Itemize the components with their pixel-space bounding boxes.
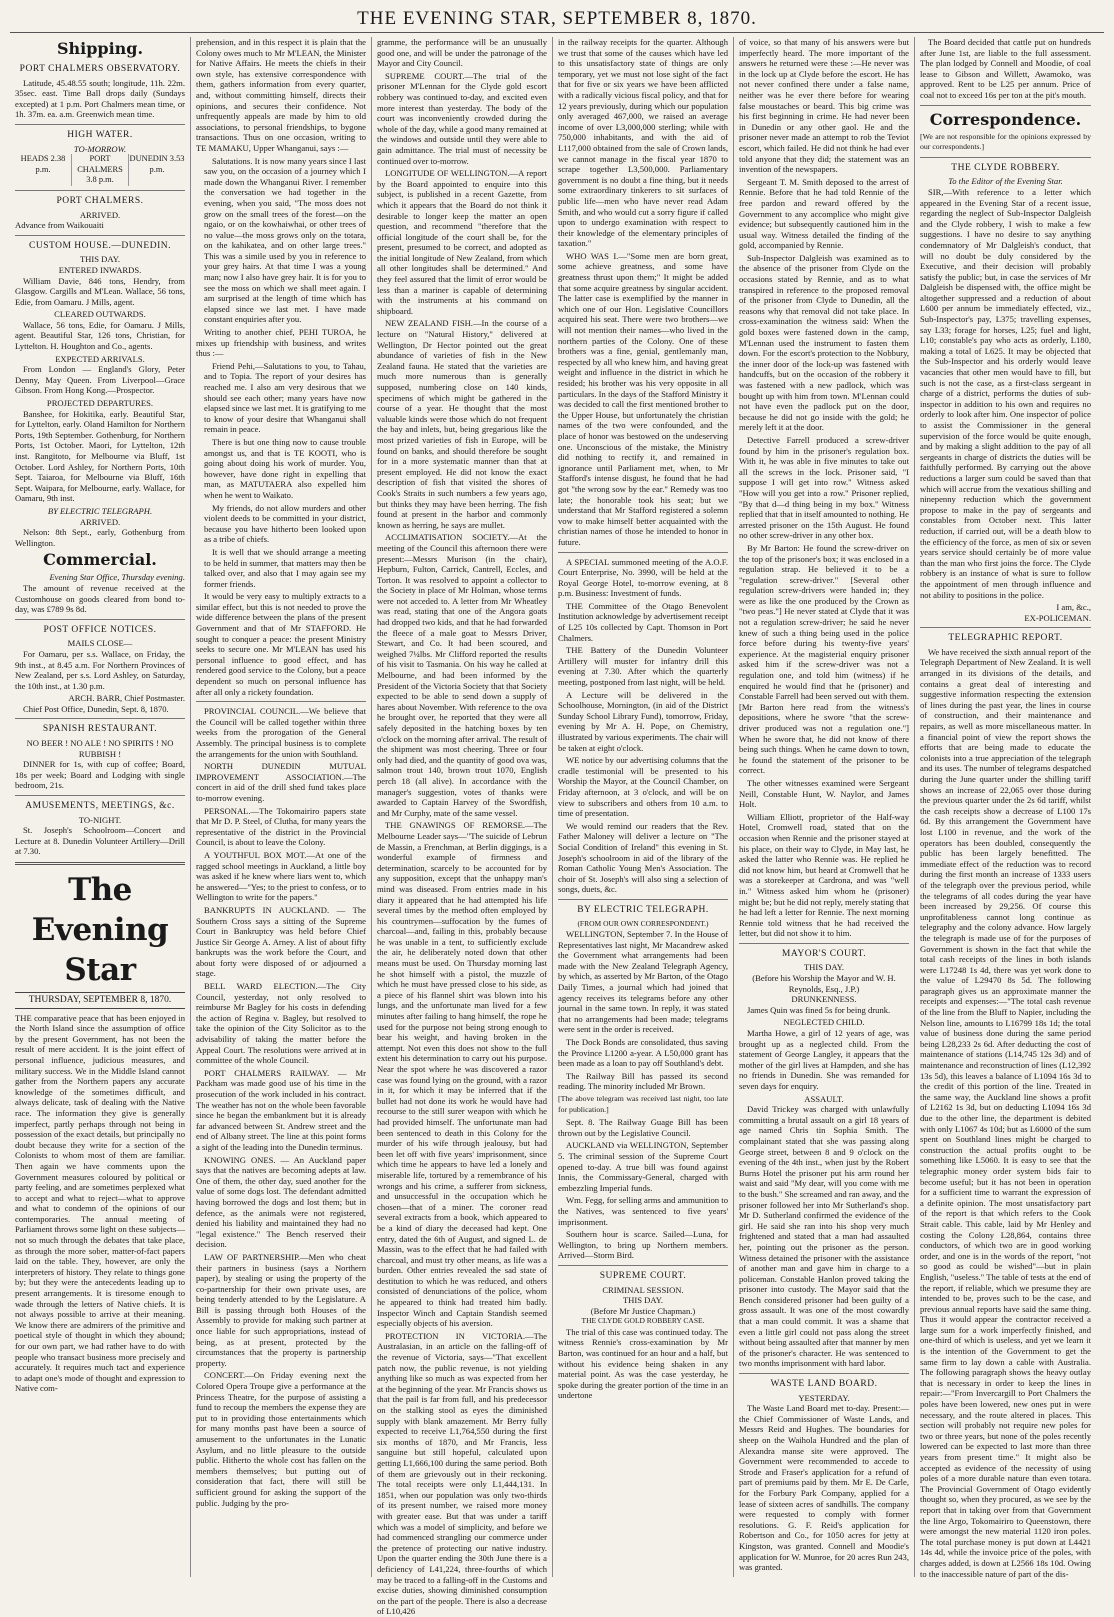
col5-text5: By Mr Barton: He found the screw-driver on the top of the prisoner's box; it was enclosed in a regulation strap. He believed it to be a "regulation screw-driver." [Several other regulation screw-drivers were handed in; they were as like the one produced by the Crown as "two peas."] He never stated at Clyde that it was not a regulation screw-driver; he said he never knew of such a thing being used in the police force before during his twenty-five years' experience. At the magisterial enquiry prisoner asked him if the screw-driver was not a regulation one, and told him (witness) if he enquired he would find that he (prisoner) and Constable Farrell had been served out with them. [Mr Barton here read from the witness's depositions, where he swore "that the screw-driver produced was not a regulation one."] When he swore that, he did not know of there being such things. When he came down to town, he found the statement of the prisoner to be correct. [739, 542, 909, 776]
observatory-heading: PORT CHALMERS OBSERVATORY. [19, 64, 181, 74]
col2-text2: Salutations. It is now many years since I last saw you, on the occasion of a journey which I made down the Whanganui River. I remember the conversation we had together in the evening, when you said, "The moss does not grow on the small trees of the forest—on the ngaio, or on the kowhaiwhai, or other trees of no value—the moss grows only on the totara, on the kahikatea, and on other large trees." This was a simile used by you in reference to your grey hairs. At that time I was a young man; now I also have grey hair. It is for you to see the moss on which we shall meet again. I am surprised at the length of time which has elapsed since we last met. I have made constant enquiries after you. [204, 155, 366, 325]
col4-text17: The trial of this case was continued today. The witness Rennie's cross-examination by Mr Barton, was continued for an hour and a half, but without his evidence being shaken in any material point. As was the case yesterday, he spoke during the greater portion of the time in an undertone [558, 1326, 728, 1401]
tide-dunedin: DUNEDIN 3.53 p.m. [128, 154, 185, 186]
mayors-heading: MAYOR'S COURT. [781, 948, 867, 959]
col4-text6: A Lecture will be delivered in the Schoolhouse, Mornington, (in aid of the District Sunday School Library Fund), tomorrow, Friday, evening by Mr A. H. Pope, on Chemistry, illustrated by various experiments. The chair will be taken at eight o'clock. [558, 689, 728, 753]
leader-text: THE comparative peace that has been enjoyed in the North Island since the assumption of office by the present Government, has not been the result of mere accident. It is the joint effect of personal influence, judicious measures, and military success. We in the Middle Island cannot gather from the Northern papers any accurate knowledge of the sometimes difficult, and always delicate, task of dealing with the Native race. The information they give is generally imperfect, partly perhaps through not being in possession of the exact details, but principally no doubt because they write for a section of the Colonists to whom most of them are familiar. Then again we have comments upon the Government measures coloured by political or party feeling, and are sometimes perplexed what to accept and what to reject—what to approve and what to condemn of the opinions of our contemporaries. The annual meeting of Parliament throws some light on these subjects—not so much through the debates that take place, as through the more sober, matter-of-fact papers laid on the table. They, however, are only the interpreters of history. They relate to things gone by; but they were the antecedents leading up to present arrangements. It is tiresome enough to wade through the letters of Native chiefs. It is not always possible to arrive at their meaning. We know there are admirers of the primitive and poetical style of thought in which they abound; for our own part, we had rather have to do with people who transact business more precisely and accurately. It requires much tact and experience to adapt one's mode of thought and expression to Native com- [15, 1012, 185, 1394]
col4-text4: THE Committee of the Otago Benevolent Institution acknowledge by advertisement receipt of L25 10s collected by Capt. Thomson in Port Chalmers. [558, 600, 728, 643]
col4-text9: WELLINGTON, September 7. In the House of Representatives last night, Mr Macandrew asked the Government what arrangements had been made with the New Zealand Telegraph Agency, by which, as asserted by Mr Barton, of the Otago Daily Times, a journal which had joined that agency receives its telegrams before any other journal in the same town. In reply, it was stated that no arrangements had been made; telegrams were sent in the order is received. [558, 929, 728, 1035]
supreme-heading: SUPREME COURT. [599, 1270, 687, 1281]
column-6 [915, 37, 1096, 1577]
commercial-text: The amount of revenue received at the Customhouse on goods cleared from bond to-day, was £789 9s 8d. [15, 582, 185, 615]
col2-text13: BANKRUPTS IN AUCKLAND. — The Southern Cross says a sitting of the Supreme Court in Bankruptcy was held before Chief Justice Sir George A. Arney. A list of about fifty bankrupts was the work before the Court, and about forty were disposed of or adjourned a stage. [196, 904, 366, 979]
col4-text12: [The above telegram was received last night, too late for publication.] [558, 1094, 728, 1114]
column-5 [734, 37, 915, 1577]
arrived-text: Advance from Waikouaiti [15, 220, 104, 231]
supreme-sub: CRIMINAL SESSION. [602, 1284, 684, 1295]
col2-text12: A YOUTHFUL BOX MOT.—At one of the ragged school meetings in Auckland, a little boy was asked if he knew where liars went to, which he answered—"Yes; to the priest to confess, or to Wellington to write for the papers." [196, 849, 366, 903]
col2-text1: prehension, and in this respect it is plain that the Colony owes much to Mr M'LEAN, the Minister for Native Affairs. He meets the chiefs in their own style, has extensive correspondence with them, gathers information from every quarter, and, without committing himself, directs their opinions, and secures their confidence. Not unfrequently appeals are made by him to old associations, to personal friendships, to bygone transactions. Thus on one occasion, writing to TE MAMAKU, Upper Whanganui, says :— [196, 37, 366, 153]
col2-text15: PORT CHALMERS RAILWAY. — Mr Packham was made good use of his time in the prosecution of the work included in his contract. The weather has not on the whole been favorable since he began the embankment but it is already far advanced between St. Andrew street and the end of Albany street. The line at this point forms a sight of the leading into the Dunedin terminus. [196, 1067, 366, 1152]
col4-text13: Sept. 8. The Railway Guage Bill has been thrown out by the Legislative Council. [558, 1117, 728, 1138]
drunk-text: James Quin was fined 5s for being drunk. [747, 1004, 891, 1015]
col5-text3: Sub-Inspector Dalgleish was examined as to the absence of the prisoner from Clyde on the occasions stated by Rennie, and as to what transpired in reference to the proposed removal of the prisoner from Clyde to Dunedin, all the reasons why that removal did not take place. In cross-examination the witness said: When the gold boxes were fastened down in the camp, M'Lennan used the instrument to fasten them down. For the escort's protection to the Nobbury, the inner door of the lock-up was fastened with handcuffs, but on the occasion of the robbery it was fastened with a new padlock, which was bought up with him from town. M'Lennan could not have even the padlock put on the door, because he did not go inside with the gold; he merely left it at the door. [739, 252, 909, 433]
drunk-label: DRUNKENNESS. [791, 994, 857, 1005]
high-water-sub: TO-MORROW. [73, 143, 127, 154]
spanish-text: DINNER for 1s, with cup of coffee; Board, 18s per week; Board and Lodging with single bedroom, 21s. [15, 759, 185, 791]
cleared-text: Wallace, 56 tons, Edie, for Oamaru. J Mills, agent. Beautiful Star, 126 tons, Christian, for Lyttelton. H. Houghton and Co., agents. [15, 319, 185, 352]
col2-text18: CONCERT.—On Friday evening next the Colored Opera Troupe give a performance at the Princess Theatre, for the purpose of assisting a fund to recoup the members the expense they are put to in providing those entertainments which for many months past have been a source of amusement to the unfortunates in the Lunatic Asylum, and no little pleasure to the outside public. Hitherto the whole cost has fallen on the members themselves; but putting out of consideration that fact, there will still be sufficient ground for asking the support of the public. Judging by the pro- [196, 1370, 366, 1508]
commercial-heading: Commercial. [43, 550, 157, 570]
commercial-office: Evening Star Office, Thursday evening. [49, 572, 185, 583]
amusements-sub: TO-NIGHT. [78, 814, 122, 825]
observatory-text: Latitude, 45.48.55 south; longitude, 11h. 22m. 35sec. east. Time Ball drops daily (Sundays excepted) at 1 p.m. Port Chalmers mean time, or 1h. 37m. ea. a.m. Greenwich mean time. [15, 77, 185, 120]
clyde-to: To the Editor of the Evening Star. [948, 176, 1063, 187]
col4-text5: THE Battery of the Dunedin Volunteer Artillery will muster for infantry drill this evening at 7.30. After which the quarterly meeting, postponed from last night, will be held. [558, 645, 728, 688]
clyde-heading: THE CLYDE ROBBERY. [951, 162, 1060, 173]
col2-text10: NORTH DUNEDIN MUTUAL IMPROVEMENT ASSOCIATION.—The concert in aid of the drill shed fund takes place to-morrow evening. [196, 761, 366, 803]
telegraph-arrived: ARRIVED. [79, 516, 121, 527]
this-day-label: THIS DAY. [79, 254, 121, 265]
col4-text16: Southern hour is scarce. Sailed—Luna, for Wellington, to bring up Northern members. Arrived—Storm Bird. [558, 1229, 728, 1261]
col2-text7: It is well that we should arrange a meeting to be held in summer, that matters may then be talked over, and also that I may again see my former friends. [204, 546, 366, 589]
expected-label: EXPECTED ARRIVALS. [55, 353, 145, 364]
arrived-label: ARRIVED. [79, 209, 121, 220]
col2-text5: There is but one thing now to cause trouble amongst us, and that is TE KOOTI, who is going about doing his work of murder. You, however, have done right in expelling that man, as MATUTAERA also expelled him when he went to Waikato. [204, 436, 366, 500]
columns [10, 37, 1104, 1617]
col3-text1: gramme, the performance will be an unusually good one, and will be under the patronage of the Mayor and City Council. [377, 37, 547, 69]
col4-text10: The Dock Bonds are consolidated, thus saving the Province L1200 a-year. A L50,000 grant has been made as a loan to pay off Southland's debt. [558, 1037, 728, 1069]
col4-text11: The Railway Bill has passed its second reading. The minority included Mr Brown. [558, 1070, 728, 1092]
col5-text1: of voice, so that many of his answers were but imperfectly heard. The more important of the answers he returned were these :—He never was in the lock up at Clyde before the escort. He has not never confined there under a false name, neither was he ever there before for wearing false moustaches or beard. This big crime was his first beginning in crime. He had never been in Dunedin or any other gaol. He and the prisoner never made an attempt to rob the Teviot escort, which failed. He did not think he had ever told anyone that they did; the statement was an invention of the newspapers. [739, 37, 909, 175]
projected-text: Banshee, for Hokitika, early. Beautiful Star, for Lyttelton, early. Oland Hamilton for Northern Ports, 19th September. Gothenburg, for Northern Ports, 1st October. Maori, for Lyttelton, 12th inst. Rangitoto, for Melbourne via Bluff, 1st October. Lord Ashley, for Northern Ports, 10th Sept. Taiaroa, for Melbourne via Bluff, 16th Sept. Waipara, for Melbourne, early. Wallace, for Oamaru, 9th inst. [15, 408, 185, 504]
post-sub: MAILS CLOSE— [67, 638, 133, 649]
correspondence-heading: Correspondence. [929, 109, 1082, 129]
post-sign: ARCH. BARR, Chief Postmaster. [68, 693, 185, 704]
col2-text3: Writing to another chief, PEHI TUROA, he mixes up friendship with business, and writes thus :— [196, 327, 366, 359]
col2-text6: My friends, do not allow murders and other violent deeds to be committed in your district, because you have hitherto been looked upon as a tribe of chiefs. [204, 502, 366, 545]
supreme-before: (Before Mr Justice Chapman.) [590, 1305, 696, 1316]
custom-heading: CUSTOM HOUSE.—DUNEDIN. [29, 240, 171, 251]
col2-text17: LAW OF PARTNERSHIP.—Men who cheat their partners in business (says a Northern paper), by stealing or using the property of the co-partnership for their own private uses, are being tenderly attended to by the Legislature. A Bill is passing through both Houses of the Assembly to provide for making such partner at once liable for such appropriations, instead of being, as at present, protected by the circumstances that the property is partnership property. [196, 1251, 366, 1368]
col3-text2: SUPREME COURT.—The trial of the prisoner M'Lennan for the Clyde gold escort robbery was continued to-day, and excited even more interest than yesterday. The body of the court was inconveniently crowded during the whole of the day, while a good many remained at the windows and outside until they were able to gain admittance. The trial must of necessity be continued over to-morrow. [377, 70, 547, 166]
column-2 [191, 37, 372, 1577]
telegraph-sub: (FROM OUR OWN CORRESPONDENT.) [577, 918, 709, 928]
column-3 [372, 37, 553, 1617]
clyde-sign1: I am, &c., [1056, 602, 1091, 613]
col4-text15: Wm. Fegg, for selling arms and ammunition to the Natives, was sentenced to five years' imprisonment. [558, 1195, 728, 1227]
col5-text6: The other witnesses examined were Sergeant Neill, Constable Hunt, W. Naylor, and James Holt. [739, 777, 909, 810]
col4-text7: WE notice by our advertising columns that the cradle testimonial will be presented to his Worship the Mayor, at the Council Chamber, on Friday afternoon, at 3 o'clock, and will be on view to subscribers and others from 10 a.m. to time of presentation. [558, 755, 728, 819]
cleared-label: CLEARED OUTWARDS. [54, 309, 146, 320]
col2-text8: It would be very easy to multiply extracts to a similar effect, but this is not needed to prove the wide difference between the plans of the present Government and that of Mr STAFFORD. He sought to conquer a peace: the present Ministry seeks to secure one. Mr M'LEAN has used his personal influence to good effect, and has rendered good service to the Colony, but a peace dependent so much on personal influence has after all only a rickety foundation. [196, 591, 366, 697]
mayors-day: THIS DAY. [803, 962, 845, 973]
col2-text9: PROVINCIAL COUNCIL.—We believe that the Council will be called together within three weeks from the prorogation of the General Assembly. The principal business is to complete the arrangements for the union with Southland. [196, 706, 366, 759]
entered-label: ENTERED INWARDS. [58, 264, 142, 275]
telegraphic-text: We have received the sixth annual report of the Telegraph Department of New Zealand. It is well arranged in its divisions of the details, and contains a great deal of interesting and suggestive information respecting the extension of lines during the past year, the lines in course of construction, and their maintenance and repairs, as well as more miscellaneous matter. In a financial point of view the report shows the efforts that are being made to educate the colonists into a true appreciation of the telegraph and its uses. The number of telegrams despatched during the June quarter under the shilling tariff shows an increase of 22,065 over those during the previous quarter under the 2s 6d tariff, whilst the cash receipts show a decrease of L100 17s 6d. By this arrangement the Government have lost L100 in revenue, and the work of the operators has been doubled, consequently the public has been largely benefitted. The immediate effect of the reduction was to record during the first month an increase of 1333 users of the telegraph over the previous period, while the telegrams of all codes during the year have been increased by 29,256. Of course this unprofitableness cannot long continue as telegraphy and the colony advance. How largely the telegraph is made use of for the purposes of Government is shown in the fact that while the total cash receipts of the lines in both islands were L17248 1s 4d, there was yet work done to the value of L29470 8s 5d. The following paragraph gives us an approximate manner the receipts and expenses:—"The total cash revenue of the line from the Bluff to Napier, including the Nelson line, amounts to L16799 18s 1d; the total value of business done during the same period being L28,233 2s 6d. After deducting the cost of maintenance of stations (L14,745 12s 3d) and of maintenance and reconstruction of lines (L12,392 13s 5d), this leaves a balance of L1094 16s 3d to the credit of this portion of the line. Treated in the same way, the Auckland line shows a profit of L2162 1s 3d, but on deducting L1094 16s 3d due to the other line, the department is debited with only L1067 4s 10d; but as L6000 of the sum spent on Southland lines might be charged to construction the actual profits ought to be something like L5060. It is easy to see that the telegraphic money order system bids fair to become useful; but it has not been in operation for a sufficient time to warrant the expression of a definite opinion. The most unsatisfactory part of the report is that which refers to the Cook Strait cable. This cable, laid by Mr Henley and costing the Colony L28,864, contains three conductors, of which two are in good working order, and one is in the words of the report, "not so good as could be wished"—but in plain English, "useless." The table of tests at the end of the report, if reliable, which we presume they are intended to be, proves such to be the case, and previous annual reports have said the same thing. Thus it would appear the contractor received a large sum for a work imperfectly finished, and one-third of which is useless, and yet we learn it is the intention of the Government to get the same firm to lay down a cable with Australia. The following paragraph shows the heavy outlay that is necessary in order to keep the lines in repair:—"From Invercargill to Port Chalmers the poles have been lowered, new ones put in were necessary, and the route altered in places. This section will probably not require new poles for two or three years, but none of the poles recently lowered can be expected to last more than three years from present time." It might also be accepted as evidence of the necessity of using poles of a more durable nature than even totara. The Provincial Government of Otago evidently thought so, when they procured, as we see by the report that in taking over from that Government the line Argo, Tokomairiro to Queenstown, there were amongst the new material 1120 iron poles. The total purchase money is put down at L4421 14s 4d, while the invoice price of the poles, with charges added, is down at L2566 18s 10d. Owing to the inaccessible nature of part of the dis- [920, 646, 1091, 1579]
col4-text1: in the railway receipts for the quarter. Although we trust that some of the causes which have led to this unsatisfactory state of things are only temporary, yet we must not lose sight of the fact that for five or six years we have been afflicted with a radically vicious fiscal policy, and that for 12 years previously, during which our population only averaged 467,000, we raised an average income of over L3,000,000 sterling; while with 750,000 inhabitants, and with the aid of L117,000 obtained from the sale of Crown lands, we cannot manage in the fiscal year 1870 to scrape together L3,500,000. Parliamentary government is no doubt a fine thing, but it needs some extraordinary tinkerers to sit surfaces of public life—men who have never read Adam Smith, and who would cut a sorry figure if called upon to undergo examination with respect to their knowledge of the elementary principles of taxation." [558, 37, 728, 249]
col3-text7: PROTECTION IN VICTORIA.—The Australasian, in an article on the falling-off of the revenue of Victoria, says—"That excellent patch now, the public revenue, is not yielding anything like so much as was expected from her at the beginning of the year. Mr Francis shows us that the pail is far from full, and his predecessor on the stalking stool as eyes the diminished supply with blank amazement. Mr Berry fully expected to receive L1,764,550 during the first six months of 1870, and Mr Francis, less sanguine but still hopeful, calculated upon getting L1,666,100 during the same period. Both of them are grievously out in their reckoning. The total receipts were only L1,444,131. In 1851, when our population was only two-thirds of its present number, we raised more money with greater ease. But that was under a tariff which was a model of simplicity, and before we had commenced strangling our commerce under the pretence of protecting our native industry. Upon the quarter ending the 30th June there is a deficiency of L41,224, three-fourths of which may be traced to a falling-off in the Customs and excise duties, showing diminished consumption on the part of the people. There is also a decrease of L10,426 [377, 1330, 547, 1617]
assault-text: David Trickey was charged with unlawfully committing a brutal assault on a girl 18 years of age named Chris tin Sophia Smith. The complainant stated that she was passing along George street, between 8 and 9 o'clock on the evening of the 4th inst., when just by the Robert Burns Hotel the prisoner put his arm round her waist and said "My dear, will you come with me to the bush." She screamed and ran away, and the prisoner followed her into Mr Sutherland's shop. Mr D. Sutherland confirmed the evidence of the girl. He said she ran into his shop very much frightened and stated that a man had assaulted her, pointing out the prisoner as the person. Witness detained the prisoner with the assistance of another man and gave him in charge to a policeman. Constable Hanlon proved taking the prisoner into custody. The Mayor said that the Bench considered prisoner had been guilty of a gross assault. It was one of the most cowardly that a man could commit. It was a shame that even a little girl could not pass along the street without being assaulted after that manner by men of the prisoner's character. He was sentenced to two months imprisonment with hard labor. [739, 1104, 909, 1369]
col6-text1: The Board decided that cattle put on hundreds after June 1st, are liable to the full assessment. The plan lodged by Connell and Moodie, of coal lease to Gibson and Willett, Awamoko, was approved. Rent to be L25 per annum. Price of coal not to exceed 16s per ton at the pit's mouth. [920, 37, 1091, 100]
waste-day: YESTERDAY. [798, 1392, 850, 1403]
neglect-label: NEGLECTED CHILD. [783, 1017, 865, 1028]
col2-text14: BELL WARD ELECTION.—The City Council, yesterday, not only resolved to reimburse Mr Bagley for his costs in defending the action of Regina v. Bagley, but resolved to take the opinion of the City Solicitor as to the advisability of taking the matter before the Appeal Court. The resolutions were arrived at in committee of the whole Council. [196, 981, 366, 1066]
spanish-heading: SPANISH RESTAURANT. [42, 724, 158, 735]
column-4 [553, 37, 734, 1577]
col2-text16: KNOWING ONES. — An Auckland paper says that the natives are becoming adepts at law. One of them, the other day, sued another for the value of some dogs lost. The defendant admitted having borrowed the dogs and lost them; but in defence, as the animals were not registered, denied his liability and maintained they had no "legal existence." The Bench reserved their decision. [196, 1154, 366, 1250]
col3-text6: THE GNAWINGS OF REMORSE.—The Melbourne Leader says—"The suicide of Lebrun de Massin, a Frenchman, at Berlin diggings, is a wonderful example of firmness and determination, scarcely to be accounted for by any supposition, except that the unhappy man's mind was diseased. From entries made in his diary it appeared that he had attempted his life several times by the method often employed by his countrymen—suffocation by the fumes of charcoal—and, failing in this, probably because he was unable in a tent, to sufficiently exclude the air, he deliberately noted down that other means must be used. On Thursday morning last he shot himself with a pistol, the muzzle of which he must have pressed close to his side, as a piece of his flannel shirt was blown into his lungs, and the unfortunate man lived for a few minutes after failing to hang himself, the rope he used for the purpose not being strong enough to bear his weight, and having broken in the attempt. Not even this does not show to the full extent his determination to carry out his purpose. Near the spot where he was discovered a razor case was found lying on the ground, with a razor in it, for which it may be inferred that if the bullet had not done its work he would have had recourse to the still surer weapon with which he had provided himself. The unfortunate man had been sentenced to death in this Colony for the murder of his wife through jealousy, but had been let off with five years' imprisonment, since which time he appears to have led a lonely and miserable life, tortured by a remembrance of his wrongs and his crime, a sufferer from sickness, and unsuccessful in the occupation which he chosen—that of a miner. The coroner read several extracts from a book, which appeared to be a kind of diary the deceased had kept. One entry, dated the 6th of August, and signed L. de Massin, was to the effect that he had failed with charcoal, and must try other means, as life was a burden. Other entries revealed the sad state of destitution to which he was reduced, and others consisted of denunciations of the police, whom he appeared to think had treated him badly. Inspector Winch and Captain Standish seemed especially objects of his aversion. [377, 820, 547, 1329]
tide-heads: HEADS 2.38 p.m. [20, 154, 66, 174]
tide-port: PORT CHALMERS 3.8 p.m. [71, 154, 128, 186]
telegraphic-heading: TELEGRAPHIC REPORT. [948, 633, 1063, 644]
amusements-text: St. Joseph's Schoolroom—Concert and Lecture at 8. Dunedin Volunteer Artillery—Drill at 7.30. [15, 825, 185, 857]
assault-label: ASSAULT. [804, 1093, 844, 1104]
tide-table [15, 154, 185, 186]
dateline: THURSDAY, SEPTEMBER 8, 1870. [15, 992, 185, 1009]
col3-text5: ACCLIMATISATION SOCIETY.—At the meeting of the Council this afternoon there were present:—Messrs Murison (in the chair), Hepburn, Fulton, Carrick, Cantrell, Eccles, and Torton. It was resolved to appoint a collector to the Society in place of Mr Holman, whose terms were not acceded to. A letter from Mr Wheatley was read, stating that one of the Angora goats had dropped two kids, and that he had forwarded the fleece of a male goat to Messrs Driver, Stewart, and Co. It had been scoured, and weighed 7¼lbs. Mr Clifford reported the results of his visit to Tasmania. On his way he called at Melbourne, and had been informed by the President of the Victoria Society that that Society expected to be able to send down a supply of hares about November. With reference to the ova he brought over, he reported that they were all safely deposited in the hatching boxes by ten o'clock on the morning after arrival. The result of the shipment was most cheering. Three or four only had died, and the quantity of good ova was, salmon trout 140, brown trout 1070, English perch 18 (all alive). In accordance with the manager's suggestion, votes of thanks were awarded to Captain Harvey of the Swordfish, and Mr Curphy, mate of the same vessel. [377, 532, 547, 818]
amusements-heading: AMUSEMENTS, MEETINGS, &c. [25, 801, 175, 812]
col2-text4: Friend Pehi,—Salutations to you, to Tahau, and to Topia. The report of your desires has reached me. I also am very desirous that we should see each other; many years have now elapsed since we last met. It is gratifying to me to know of your desire that Whanganui shall remain in peace. [204, 360, 366, 435]
col4-text3: A SPECIAL summoned meeting of the A.O.F. Court Enterprise, No. 3990, will be held at the Royal George Hotel, to-morrow evening, at 8 p.m. Business: Investment of funds. [558, 556, 728, 599]
telegraph-text: Nelson: 8th Sept., early, Gothenburg from Wellington. [15, 527, 185, 548]
col3-text4: NEW ZEALAND FISH.—In the course of a lecture on "Natural History," delivered at Wellington, Dr Hector pointed out the great abundance of varieties of fish in the New Zealand fauna. He stated that the varieties are much more numerous than is generally supposed, numbering close on 140 kinds, specimens of which might be gathered in the course of a year. He thought that the most valuable kinds were those which do not frequent the bay and inlets, but, being gregarious like the most prized varieties of fish in Europe, will be found on banks, and should therefore be sought for in a more systematic manner than that at present employed. He did not know the exact description of fish that visited the shores of Cook's Straits in such numbers a few years ago, but thinks they may have been herring. The fish found at present in the harbor and commonly known as herring, he says are mullet. [377, 318, 547, 530]
col5-text2: Sergeant T. M. Smith deposed to the arrest of Rennie. Before that he had told Rennie of the free pardon and reward offered by the Government to any accomplice who might give evidence; but subsequently cautioned him in the usual way. Witness detailed the finding of the gold, accompanied by Rennie. [739, 176, 909, 251]
correspondence-note: [We are not responsible for the opinions expressed by our correspondents.] [920, 131, 1091, 152]
waste-text: The Waste Land Board met to-day. Present:—the Chief Commissioner of Waste Lands, and Messrs Reid and Hughes. The boundaries for sheep on the Waihola Hundred and the plan of Alexandra manse site were approved. The Government were recommended to accede to Strode and Fraser's application for a refund of part of premiums paid by them. Mr E. De Carle, for the Forbury Park Company, applied for a lease of sixteen acres of sandhills. The company were requested to comply with former resolutions. G. F. Reid's application for Robertson and Co., for 1050 acres for jetty at Kingston, was granted. Connell and Moodie's application for W. Munroe, for 20 acres Run 243, was granted. [739, 1403, 909, 1573]
neglect-text: Martha Howe, a girl of 12 years of age, was brought up as a neglected child. From the statement of George Langley, it appears that the mother of the girl lives at Hampden, and she has no friends in Dunedin. She was remanded for seven days for enquiry. [739, 1028, 909, 1091]
col2-text11: PERSONAL.—The Tokomairiro papers state that Mr D. P. Steel, of Clutha, for many years the representative of the district in the Provincial Council, is about to leave the Colony. [196, 805, 366, 848]
mayors-before: (Before his Worship the Mayor and W. H. Reynolds, Esq., J.P.) [752, 973, 896, 994]
masthead: THE EVENING STAR, SEPTEMBER 8, 1870. [10, 6, 1104, 33]
col4-text2: WHO WAS I.—"Some men are born great, some achieve greatness, and some have greatness thrust upon them;" It might be added that some acquire greatness by singular accident. The latter case is exemplified by the manner in which one of our Hon. Legislative Councillors acquired his seat. There were two brothers—we will not mention their names—who lived in the northern parties of the Colony. One of these brothers was a fine, genial, gentlemanly man, respected by all who knew him, and having great weight and influence in the district in which he resided; his brother was his very opposite in all particulars. In the days of the Stafford Ministry it was decided to call the first mentioned brother to the Upper House, but unfortunately the christian names of the two were confounded, and the place of honor was bestowed on the undeserving one. Unconscious of the mistake, the Ministry did nothing to rectify it, and remained in ignorance until Parliament met, when, to Mr Stafford's intense disgust, he found that he had got "the wrong sow by the ear." Remedy was too late; the honorable took his seat; but we understand that Mr Stafford registered a solemn vow to make himself better acquainted with the christian names of those he intended to honor in future. [558, 250, 728, 547]
spanish-line: NO BEER ! NO ALE ! NO SPIRITS ! NO RUBBISH ! [26, 738, 174, 759]
entered-text: William Davie, 846 tons, Hendry, from Glasgow. Cargills and M'Lean. Wallace, 56 tons, Edie, from Oamaru. J Mills, agent. [15, 275, 185, 307]
col4-text14: AUCKLAND via WELLINGTON, September 5. The criminal session of the Supreme Court opened to-day. A true bill was found against Innis, the Commissary-General, charged with embezzling Imperial funds. [558, 1140, 728, 1193]
col3-text3: LONGITUDE OF WELLINGTON.—A report by the Board appointed to enquire into this subject, is published in a recent Gazette, from which it appears that the Board do not think it desirable to longer keep the matter an open question, and recommend "therefore that the official longitude of the court shall be, for the present, presumed to be correct, and adopted as the initial longitude of New Zealand, from which all other longitudes shall be determined." And they feel assured that the limit of error would be less than a mariner is capable of determining with the instruments at his command on shipboard. [377, 168, 547, 316]
projected-label: PROJECTED DEPARTURES. [46, 398, 154, 409]
post-date: Chief Post Office, Dunedin, Sept. 8, 1870. [23, 703, 169, 714]
post-text: For Oamaru, per s.s. Wallace, on Friday, the 9th inst., at 8.45 a.m. For Northern Provinces of New Zealand, per s.s. Lord Ashley, on Saturday, the 10th inst., at 1.30 p.m. [15, 648, 185, 691]
col5-text7: William Elliott, proprietor of the Half-way Hotel, Cromwell road, stated that on the occasion when Rennie and the prisoner stayed at his place, on their way to Clyde, in May last, he asked the latter who Rennie was. He replied he did not know him, but heard at Cromwell that he was a storekeeper at Cardrona, and was "well in." Witness asked him whom he (prisoner) might be; but he did not reply, merely stating that he had left a letter for Rennie. The next morning Rennie told witness that he had received the letter, but did not show it to him. [739, 811, 909, 939]
port-heading: PORT CHALMERS. [56, 195, 144, 206]
high-water-heading: HIGH WATER. [67, 129, 133, 140]
shipping-heading: Shipping. [56, 39, 144, 58]
supreme-case: THE CLYDE GOLD ROBBERY CASE. [581, 1316, 705, 1326]
expected-text: From London — England's Glory, Peter Denny, May Queen. From Liverpool—Grace Gibson. From Hong Kong.—Prospector. [15, 364, 185, 396]
supreme-day: THIS DAY. [622, 1295, 664, 1306]
col4-text8: We would remind our readers that the Rev. Father Maloney will deliver a lecture on "The Social Condition of Ireland" this evening in St. Joseph's schoolroom in aid of the library of the Roman Catholic Young Men's Association. The choir of St. Joseph's will also sing a selection of songs, duets, &c. [558, 820, 728, 895]
telegraph-label: BY ELECTRIC TELEGRAPH. [47, 505, 153, 516]
post-heading: POST OFFICE NOTICES. [43, 624, 157, 635]
column-1 [10, 37, 191, 1577]
telegraph-heading: BY ELECTRIC TELEGRAPH. [577, 904, 709, 915]
nameplate: The Evening Star [31, 872, 169, 988]
clyde-sign2: EX-POLICEMAN. [1024, 612, 1091, 623]
waste-heading: WASTE LAND BOARD. [770, 1379, 878, 1390]
clyde-text: SIR,—With reference to a letter which appeared in the Evening Star of a recent issue, regarding the neglect of Sub-Inspector Dalgleish and the Clyde robbery, I wish to make a few suggestions. I have no desire to say anything condemnatory of Mr Dalgleish's conduct, that will no doubt be duly considered by the Executive, and their decision will probably satisfy the public; but, in case the services of Mr Dalgleish be dispensed with, the office might be altogether suppressed and a reduction of about L600 per annum be immediately effected, viz., Sub-Inspector's pay, L375; travelling expenses, say L33; forage for horses, L25; fuel and light, L10; constable's pay who acts as orderly, L180, making a total of L625. It may be objected that the Sub-Inspector and his orderly would leave vacancies that other men would have to fill, but such is not the case, as a first-class sergeant in charge of a district, performs the duties of sub-inspector in addition to his own and requires no orderly to look after him. One inspector of police to assist the Commissioner in the general supervision of the force would be quite enough, and by making a slight addition to the pay of all sergeants in charge of districts the duties will be faithfully performed. By carrying out the above reductions a larger sum could be saved than that which will accrue from the vexatious shilling and ninepenny reduction which the government propose to make in the pay of sergeants and constables from October next. This latter reduction, if carried out, will be a death blow to the efficiency of the force, as men of six or seven years service should certainly be of more value than the man who first joins the force. The Clyde robbery is an instance of what is sure to follow the appointment of men through influence and not ability to positions in the police. [920, 186, 1091, 600]
col5-text4: Detective Farrell produced a screw-driver found by him in the prisoner's regulation box. With it, he was able in five minutes to take out all the screws in the lock. Prisoner said, "I suppose I will get into row." Witness asked "How will you get into a row." Prisoner replied, "By that d—d thing being in my box." Witness replied that that in itself amounted to nothing. He arrested prisoner on the 15th August. He found no other screw-driver in any other box. [739, 434, 909, 541]
